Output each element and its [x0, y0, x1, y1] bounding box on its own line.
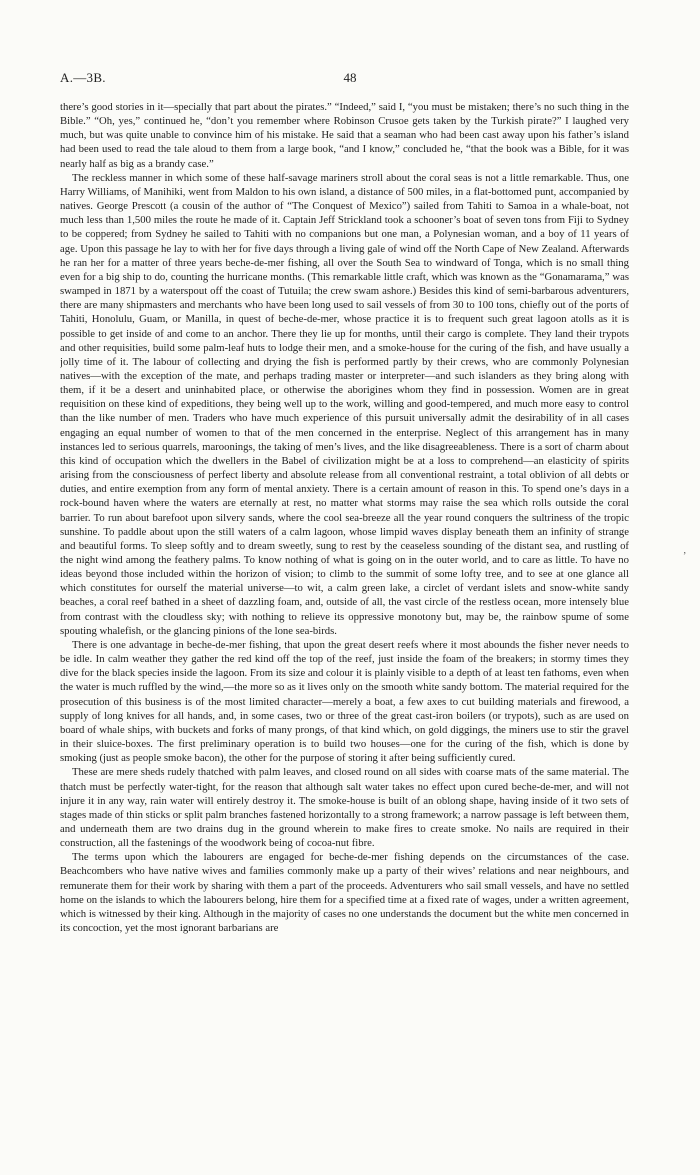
- paragraph-continuation: there’s good stories in it—specially that part about the pirates.” “Indeed,” said I, “you must be mistaken; there’s no such thing in the Bible.” “Oh, yes,” continued he, “don’t you remember where Robinson Crusoe gets taken by the Turkish pirate?” I laughed very much, but was quite unable to convince him of his mistake. He said that a seaman who had been cast away upon his father’s island had been used to read the tale aloud to them from a large book, “and I know,” concluded he, “that the book was a Bible, for it was nearly half as big as a brandy case.”: [60, 101, 629, 170]
- page-header: [60, 70, 640, 86]
- margin-mark: ʼ: [683, 551, 687, 562]
- paragraph-fishing-advantage: There is one advantage in beche-de-mer fishing, that upon the great desert reefs where it most abounds the fisher never needs to be idle. In calm weather they gather the red kind off the top of the reef, just inside the foam of the breakers; in stormy times they dive for the black species inside the lagoon. From its size and colour it is plainly visible to a depth of at least ten fathoms, even when the water is much ruffled by the wind,—the more so as it lives only on the smooth white sandy bottom. The material required for the prosecution of this business is of the most limited character—merely a boat, a few axes to cut building materials and firewood, a supply of long knives for all hands, and, in some cases, two or three of the great cast-iron boilers (or trypots), such as are used on board of whale ships, with buckets and forks of many prongs, of that kind which, on gold diggings, the miners use to stir the gravel in their sluice-boxes. The first preliminary operation is to build two houses—one for the curing of the fish, which is done by smoking (just as people smoke bacon), the other for the purpose of storing it after being sufficiently cured.: [60, 638, 629, 765]
- paragraph-sheds: These are mere sheds rudely thatched with palm leaves, and closed round on all sides with coarse mats of the same material. The thatch must be perfectly water-tight, for the reason that although salt water takes no effect upon cured beche-de-mer, and will not injure it in any way, rain water will entirely destroy it. The smoke-house is built of an oblong shape, having inside of it two sets of stages made of thin sticks or split palm branches fastened horizontally to a strong framework; a narrow passage is left between them, and underneath them are two drains dug in the ground wherein to make fires to create smoke. No nails are required in their construction, all the fastenings of the woodwork being of cocoa-nut fibre.: [60, 766, 629, 850]
- paragraph-reckless-mariners: The reckless manner in which some of these half-savage mariners stroll about the coral seas is not a little remarkable. Thus, one Harry Williams, of Manihiki, went from Maldon to his own island, a distance of 500 miles, in a flat-bottomed punt, accompanied by natives. George Prescott (a cousin of the author of “The Conquest of Mexico”) sailed from Tahiti to Samoa in a whale-boat, not much less than 1,500 miles the route he made of it. Captain Jeff Strickland took a schooner’s boat of seven tons from Fiji to Sydney to be coppered; from Sydney he sailed to Tahiti with no companions but one man, a Polynesian woman, and a boy of 11 years of age. Upon this passage he lay to with her for five days through a living gale of wind off the North Cape of New Zealand. Afterwards he ran her for a matter of three years beche-de-mer fishing, all over the South Sea to windward of Tonga, which is no small thing even for a big ship to do, counting the hurricane months. (This remarkable little craft, which was known as the “Gonamarama,” was swamped in 1871 by a waterspout off the coast of Tutuila; the crew swam ashore.) Besides this kind of semi-barbarous adventurers, there are many shipmasters and merchants who have been long used to sail vessels of from 30 to 100 tons, chiefly out of the ports of Tahiti, Honolulu, Guam, or Manilla, in quest of beche-de-mer, whose practice it is to frequent such great lagoon atolls as it is possible to get inside of and come to an anchor. There they lie up for months, until their cargo is complete. They land their trypots and other requisities, build some palm-leaf huts to lodge their men, and a smoke-house for the curing of the fish, and have usually a jolly time of it. The labour of collecting and drying the fish is performed partly by their crews, who are commonly Polynesian natives—with the exception of the mate, and perhaps trading master or interpreter—and such islanders as they bring along with them, if it be a desert and uninhabited place, or otherwise the aborigines whom they find in possession. Women are in great requisition on these kind of expeditions, they being well up to the work, willing and good-tempered, and much more easy to control than the like number of men. Traders who have much experience of this pursuit universally admit the desirability of in all cases engaging an equal number of women to that of the men concerned in the enterprise. Neglect of this arrangement has in many instances led to serious quarrels, maroonings, the taking of men’s lives, and the like disagreeableness. There is a sort of charm about this kind of occupation which the dwellers in the Babel of civilization might be at a loss to comprehend—an elasticity of spirits arising from the consciousness of perfect liberty and absolute release from all conventional restraint, a total oblivion of all debts or duties, and entire exemption from any form of mental anxiety. There is a certain amount of reason in this. To spend one’s days in a rock-bound haven where the waters are eternally at rest, no matter what storms may raise the sea which rolls outside the coral barrier. To run about barefoot upon silvery sands, where the cool sea-breeze all the year round conquers the sultriness of the tropic sunshine. To paddle about upon the still waters of a calm lagoon, whose limpid waves display beneath them an infinity of strange and beautiful forms. To sleep softly and to dream sweetly, sung to rest by the ceaseless sounding of the distant sea, and rustling of the night wind among the feathery palms. To know nothing of what is going on in the outer world, and to care as little. To have no ideas beyond those included within the horizon of vision; to climb to the summit of some lofty tree, and to see at one glance all which constitutes for ourself the material universe—to wit, a calm green lake, a circlet of verdant islets and snow-white sandy beaches, a coral reef bathed in a sheet of dazzling foam, and, outside of all, the vast circle of the restless ocean, more intensely blue from contrast with the cloudless sky; with nothing to relieve its oppressive monotony but, may be, the rainbow spume of some spouting whalefish, or the glancing pinions of the lone sea-birds.: [60, 171, 629, 637]
- page-number: 48: [343, 70, 357, 85]
- body-text: [60, 100, 629, 1140]
- paragraph-labour-terms: The terms upon which the labourers are engaged for beche-de-mer fishing depends on the circumstances of the case. Beachcombers who have native wives and families commonly make up a party of their wives’ relations and near neighbours, and remunerate them for their work by sharing with them a part of the proceeds. Adventurers who sail small vessels, and have no settled home on the islands to which the labourers belong, hire them for a specified time at a fixed rate of wages, under a written agreement, which is witnessed by their king. Although in the majority of cases no one understands the document but the white men concerned in its concoction, yet the most ignorant barbarians are: [60, 851, 629, 935]
- document-reference: A.—3B.: [60, 70, 106, 85]
